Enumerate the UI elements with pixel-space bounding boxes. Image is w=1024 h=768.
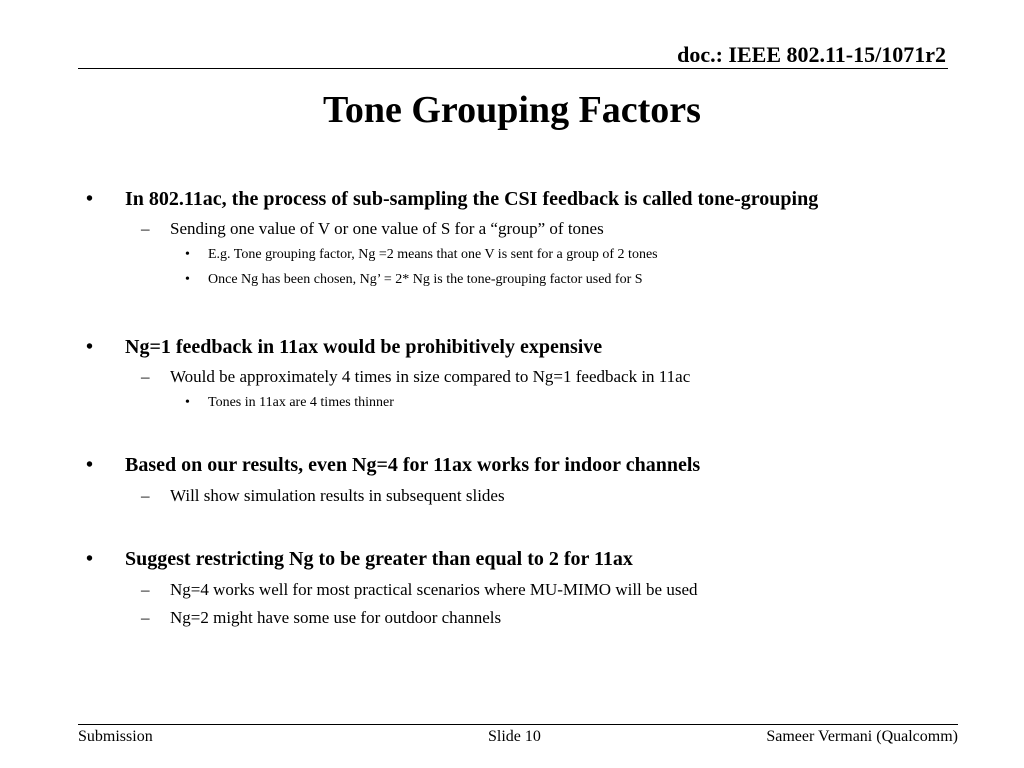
dash-marker: – [141, 580, 150, 599]
slide-title: Tone Grouping Factors [323, 89, 701, 131]
bullet-4-text: Suggest restricting Ng to be greater than equal to 2 for 11ax [125, 548, 633, 570]
bullet-marker: • [185, 272, 190, 287]
dash-marker: – [141, 486, 150, 505]
footer-submission: Submission [78, 728, 153, 745]
bullet-2-text: Ng=1 feedback in 11ax would be prohibitively expensive [125, 336, 603, 358]
bullet-3-text: Based on our results, even Ng=4 for 11ax works for indoor channels [125, 454, 701, 476]
bullet-1-text: In 802.11ac, the process of sub-sampling the CSI feedback is called tone-grouping [125, 188, 819, 210]
footer-author: Sameer Vermani (Qualcomm) [766, 728, 958, 745]
document-id: doc.: IEEE 802.11-15/1071r2 [677, 42, 946, 67]
bullet-4-sub-1: Ng=4 works well for most practical scenarios where MU-MIMO will be used [170, 580, 698, 599]
bullet-1-sub-1-item-1: E.g. Tone grouping factor, Ng =2 means that one V is sent for a group of 2 tones [208, 247, 658, 262]
bullet-1-sub-1: Sending one value of V or one value of S for a “group” of tones [170, 219, 604, 238]
bullet-1-sub-1-item-2: Once Ng has been chosen, Ng’ = 2* Ng is the tone-grouping factor used for S [208, 272, 643, 287]
dash-marker: – [141, 219, 150, 238]
bullet-marker: • [185, 247, 190, 262]
bullet-marker: • [86, 454, 94, 476]
bullet-marker: • [86, 336, 94, 358]
bullet-marker: • [185, 395, 190, 410]
bullet-marker: • [86, 548, 94, 570]
dash-marker: – [141, 367, 150, 386]
bullet-2-sub-1-item-1: Tones in 11ax are 4 times thinner [208, 395, 394, 410]
bullet-2-sub-1: Would be approximately 4 times in size compared to Ng=1 feedback in 11ac [170, 367, 691, 386]
bullet-marker: • [86, 188, 94, 210]
footer-slide-number: Slide 10 [488, 728, 541, 745]
footer-divider [78, 724, 958, 725]
bullet-3-sub-1: Will show simulation results in subsequent slides [170, 486, 505, 505]
dash-marker: – [141, 608, 150, 627]
bullet-4-sub-2: Ng=2 might have some use for outdoor channels [170, 608, 502, 627]
